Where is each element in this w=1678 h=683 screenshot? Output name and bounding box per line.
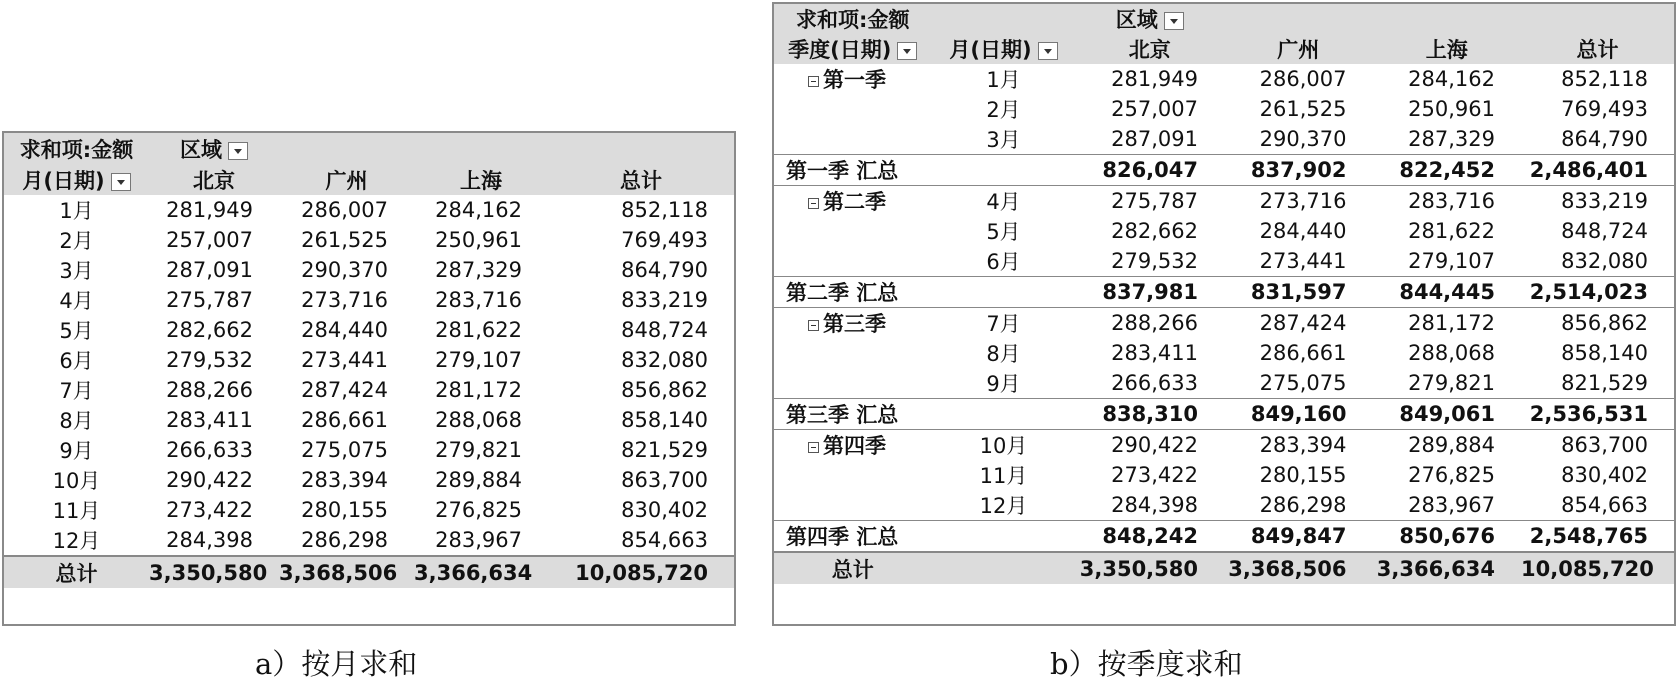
value-cell: 283,716 xyxy=(1408,189,1495,213)
value-cell: 273,441 xyxy=(1259,249,1347,273)
value-cell: 266,633 xyxy=(1111,371,1198,395)
subtotal-cell: 2,514,023 xyxy=(1521,277,1674,308)
value-cell: 286,007 xyxy=(301,198,388,222)
row-label-month: 3月 xyxy=(986,128,1021,152)
table-row xyxy=(774,460,1674,490)
value-cell: 832,080 xyxy=(1561,249,1648,273)
table-row xyxy=(774,338,1674,368)
col-header-shanghai: 上海 xyxy=(1373,34,1522,64)
value-cell: 848,724 xyxy=(1561,219,1648,243)
value-cell: 279,821 xyxy=(1408,371,1495,395)
quarter-label: 第二季 xyxy=(823,190,886,214)
row-label-month: 12月 xyxy=(52,529,101,553)
value-cell: 257,007 xyxy=(1111,97,1198,121)
table-row xyxy=(774,94,1674,124)
subtotal-label: 第四季 汇总 xyxy=(774,521,932,553)
value-cell: 290,370 xyxy=(1259,127,1347,151)
value-cell: 281,622 xyxy=(1408,219,1495,243)
empty-cell xyxy=(932,155,1076,186)
table-row xyxy=(4,255,734,285)
row-label-month: 11月 xyxy=(52,499,101,523)
row-label-month: 4月 xyxy=(986,190,1021,214)
region-field-cell xyxy=(1076,4,1225,34)
value-cell: 283,411 xyxy=(166,408,253,432)
pivot-grid-monthly xyxy=(4,133,734,588)
value-cell: 257,007 xyxy=(166,228,253,252)
quarter-label: 第三季 xyxy=(823,312,886,336)
month-filter-dropdown-icon[interactable] xyxy=(1038,42,1058,60)
table-row xyxy=(4,285,734,315)
value-cell: 864,790 xyxy=(621,258,708,282)
sum-field-label: 求和项:金额 xyxy=(4,133,149,164)
caption-b: b）按季度求和 xyxy=(1050,647,1243,681)
row-label-month: 2月 xyxy=(59,229,94,253)
row-label-month: 1月 xyxy=(986,68,1021,92)
value-cell: 283,411 xyxy=(1111,341,1198,365)
quarter-group-cell xyxy=(774,64,932,94)
value-cell: 279,532 xyxy=(1111,249,1198,273)
value-cell: 284,162 xyxy=(435,198,522,222)
value-cell: 280,155 xyxy=(301,498,388,522)
subtotal-cell: 838,310 xyxy=(1076,399,1225,430)
value-cell: 856,862 xyxy=(1561,311,1648,335)
value-cell: 856,862 xyxy=(621,378,708,402)
value-cell: 858,140 xyxy=(621,408,708,432)
header-row-1 xyxy=(774,4,1674,34)
empty-cell xyxy=(774,460,932,490)
grand-total-cell: 10,085,720 xyxy=(548,556,734,588)
value-cell: 281,172 xyxy=(1408,311,1495,335)
value-cell: 281,172 xyxy=(435,378,522,402)
month-field-cell xyxy=(932,34,1076,64)
empty-cell xyxy=(774,368,932,399)
table-row xyxy=(774,216,1674,246)
subtotal-cell: 2,548,765 xyxy=(1521,521,1674,553)
subtotal-row xyxy=(774,155,1674,186)
pivot-table-quarterly xyxy=(772,2,1676,626)
value-cell: 288,266 xyxy=(1111,311,1198,335)
table-row xyxy=(4,495,734,525)
header-row-1 xyxy=(4,133,734,164)
row-label-month: 5月 xyxy=(986,220,1021,244)
value-cell: 854,663 xyxy=(1561,493,1648,517)
grand-total-label: 总计 xyxy=(774,552,932,584)
table-row xyxy=(774,64,1674,94)
subtotal-cell: 822,452 xyxy=(1373,155,1522,186)
value-cell: 279,821 xyxy=(435,438,522,462)
value-cell: 273,716 xyxy=(1259,189,1347,213)
empty-cell xyxy=(774,94,932,124)
table-row xyxy=(4,435,734,465)
value-cell: 284,398 xyxy=(166,528,253,552)
subtotal-cell: 2,536,531 xyxy=(1521,399,1674,430)
col-header-guangzhou: 广州 xyxy=(279,164,414,195)
value-cell: 276,825 xyxy=(435,498,522,522)
month-field-label: 月(日期) xyxy=(949,38,1032,62)
quarter-group-cell xyxy=(774,186,932,217)
subtotal-cell: 849,160 xyxy=(1224,399,1373,430)
empty-cell xyxy=(774,124,932,155)
value-cell: 287,091 xyxy=(1111,127,1198,151)
value-cell: 275,787 xyxy=(166,288,253,312)
value-cell: 283,716 xyxy=(435,288,522,312)
value-cell: 280,155 xyxy=(1259,463,1347,487)
empty-cell xyxy=(774,246,932,277)
value-cell: 261,525 xyxy=(1259,97,1347,121)
value-cell: 848,724 xyxy=(621,318,708,342)
table-row xyxy=(4,525,734,556)
subtotal-cell: 844,445 xyxy=(1373,277,1522,308)
value-cell: 284,440 xyxy=(1259,219,1347,243)
table-row xyxy=(4,345,734,375)
empty-cell xyxy=(932,521,1076,553)
row-label-month: 10月 xyxy=(52,469,101,493)
value-cell: 287,424 xyxy=(1259,311,1347,335)
sum-field-label: 求和项:金额 xyxy=(774,4,932,34)
col-header-beijing: 北京 xyxy=(1076,34,1225,64)
value-cell: 283,967 xyxy=(435,528,522,552)
collapse-minus-icon[interactable] xyxy=(808,442,819,453)
value-cell: 284,162 xyxy=(1408,67,1495,91)
table-row xyxy=(4,195,734,225)
quarter-label: 第四季 xyxy=(823,434,886,458)
value-cell: 250,961 xyxy=(1408,97,1495,121)
table-row xyxy=(774,246,1674,277)
value-cell: 281,949 xyxy=(1111,67,1198,91)
subtotal-label: 第二季 汇总 xyxy=(774,277,932,308)
value-cell: 854,663 xyxy=(621,528,708,552)
value-cell: 286,007 xyxy=(1259,67,1347,91)
col-header-beijing: 北京 xyxy=(149,164,279,195)
row-label-month: 8月 xyxy=(986,342,1021,366)
row-label-month: 12月 xyxy=(979,494,1028,518)
quarter-group-cell xyxy=(774,430,932,461)
row-label-month: 9月 xyxy=(986,372,1021,396)
month-field-label: 月(日期) xyxy=(22,168,105,193)
value-cell: 864,790 xyxy=(1561,127,1648,151)
value-cell: 286,298 xyxy=(1259,493,1347,517)
value-cell: 287,329 xyxy=(1408,127,1495,151)
value-cell: 288,068 xyxy=(1408,341,1495,365)
month-field-cell xyxy=(4,164,149,195)
value-cell: 830,402 xyxy=(621,498,708,522)
subtotal-row xyxy=(774,399,1674,430)
value-cell: 286,661 xyxy=(1259,341,1347,365)
grand-total-cell: 3,366,634 xyxy=(414,556,548,588)
table-row xyxy=(774,308,1674,339)
value-cell: 279,107 xyxy=(1408,249,1495,273)
empty-cell xyxy=(932,552,1076,584)
subtotal-cell: 850,676 xyxy=(1373,521,1522,553)
grand-total-cell: 3,366,634 xyxy=(1373,552,1522,584)
month-filter-dropdown-icon[interactable] xyxy=(111,173,131,191)
empty-cell xyxy=(774,338,932,368)
grand-total-label: 总计 xyxy=(4,556,149,588)
row-label-month: 10月 xyxy=(979,434,1028,458)
row-label-month: 6月 xyxy=(986,250,1021,274)
subtotal-cell: 826,047 xyxy=(1076,155,1225,186)
value-cell: 266,633 xyxy=(166,438,253,462)
value-cell: 275,787 xyxy=(1111,189,1198,213)
value-cell: 830,402 xyxy=(1561,463,1648,487)
value-cell: 769,493 xyxy=(1561,97,1648,121)
table-row xyxy=(4,405,734,435)
grand-total-row xyxy=(774,552,1674,584)
value-cell: 832,080 xyxy=(621,348,708,372)
value-cell: 281,622 xyxy=(435,318,522,342)
subtotal-cell: 849,061 xyxy=(1373,399,1522,430)
table-row xyxy=(774,124,1674,155)
value-cell: 250,961 xyxy=(435,228,522,252)
value-cell: 273,422 xyxy=(1111,463,1198,487)
value-cell: 821,529 xyxy=(621,438,708,462)
collapse-minus-icon[interactable] xyxy=(808,76,819,87)
row-label-month: 7月 xyxy=(986,312,1021,336)
subtotal-cell: 831,597 xyxy=(1224,277,1373,308)
grand-total-cell: 10,085,720 xyxy=(1521,552,1674,584)
row-label-month: 11月 xyxy=(979,464,1028,488)
row-label-month: 3月 xyxy=(59,259,94,283)
col-header-guangzhou: 广州 xyxy=(1224,34,1373,64)
header-row-2 xyxy=(4,164,734,195)
region-field-label: 区域 xyxy=(180,137,222,162)
collapse-minus-icon[interactable] xyxy=(808,198,819,209)
caption-a: a）按月求和 xyxy=(255,647,418,681)
value-cell: 287,424 xyxy=(301,378,388,402)
table-row xyxy=(4,225,734,255)
table-row xyxy=(774,490,1674,521)
row-label-month: 5月 xyxy=(59,319,94,343)
table-row xyxy=(4,465,734,495)
table-row xyxy=(4,375,734,405)
region-field-cell xyxy=(149,133,279,164)
row-label-month: 6月 xyxy=(59,349,94,373)
col-header-total: 总计 xyxy=(1521,34,1674,64)
col-header-total: 总计 xyxy=(548,164,734,195)
grand-total-cell: 3,368,506 xyxy=(1224,552,1373,584)
value-cell: 852,118 xyxy=(621,198,708,222)
value-cell: 858,140 xyxy=(1561,341,1648,365)
row-label-month: 9月 xyxy=(59,439,94,463)
value-cell: 284,440 xyxy=(301,318,388,342)
value-cell: 282,662 xyxy=(1111,219,1198,243)
subtotal-cell: 848,242 xyxy=(1076,521,1225,553)
value-cell: 290,422 xyxy=(166,468,253,492)
value-cell: 287,329 xyxy=(435,258,522,282)
value-cell: 290,370 xyxy=(301,258,388,282)
value-cell: 289,884 xyxy=(435,468,522,492)
value-cell: 279,107 xyxy=(435,348,522,372)
header-row-2 xyxy=(774,34,1674,64)
subtotal-cell: 2,486,401 xyxy=(1521,155,1674,186)
value-cell: 281,949 xyxy=(166,198,253,222)
empty-cell xyxy=(774,216,932,246)
value-cell: 288,266 xyxy=(166,378,253,402)
table-row xyxy=(774,186,1674,217)
quarter-field-cell xyxy=(774,34,932,64)
value-cell: 273,716 xyxy=(301,288,388,312)
table-row xyxy=(774,368,1674,399)
value-cell: 275,075 xyxy=(1259,371,1347,395)
value-cell: 863,700 xyxy=(621,468,708,492)
value-cell: 283,394 xyxy=(1259,433,1347,457)
grand-total-cell: 3,368,506 xyxy=(279,556,414,588)
value-cell: 273,441 xyxy=(301,348,388,372)
pivot-grid-quarterly xyxy=(774,4,1674,584)
quarter-group-cell xyxy=(774,308,932,339)
value-cell: 287,091 xyxy=(166,258,253,282)
row-label-month: 1月 xyxy=(59,199,94,223)
value-cell: 273,422 xyxy=(166,498,253,522)
value-cell: 282,662 xyxy=(166,318,253,342)
value-cell: 283,967 xyxy=(1408,493,1495,517)
row-label-month: 7月 xyxy=(59,379,94,403)
row-label-month: 8月 xyxy=(59,409,94,433)
value-cell: 261,525 xyxy=(301,228,388,252)
value-cell: 833,219 xyxy=(621,288,708,312)
value-cell: 769,493 xyxy=(621,228,708,252)
value-cell: 286,298 xyxy=(301,528,388,552)
row-label-month: 4月 xyxy=(59,289,94,313)
empty-cell xyxy=(932,277,1076,308)
value-cell: 863,700 xyxy=(1561,433,1648,457)
subtotal-cell: 837,902 xyxy=(1224,155,1373,186)
value-cell: 821,529 xyxy=(1561,371,1648,395)
quarter-field-label: 季度(日期) xyxy=(788,38,892,62)
col-header-shanghai: 上海 xyxy=(414,164,548,195)
value-cell: 290,422 xyxy=(1111,433,1198,457)
subtotal-row xyxy=(774,277,1674,308)
grand-total-row xyxy=(4,556,734,588)
grand-total-cell: 3,350,580 xyxy=(149,556,279,588)
row-label-month: 2月 xyxy=(986,98,1021,122)
value-cell: 279,532 xyxy=(166,348,253,372)
grand-total-cell: 3,350,580 xyxy=(1076,552,1225,584)
value-cell: 833,219 xyxy=(1561,189,1648,213)
subtotal-label: 第一季 汇总 xyxy=(774,155,932,186)
subtotal-cell: 837,981 xyxy=(1076,277,1225,308)
value-cell: 289,884 xyxy=(1408,433,1495,457)
value-cell: 286,661 xyxy=(301,408,388,432)
value-cell: 284,398 xyxy=(1111,493,1198,517)
pivot-table-monthly xyxy=(2,131,736,626)
subtotal-cell: 849,847 xyxy=(1224,521,1373,553)
value-cell: 276,825 xyxy=(1408,463,1495,487)
table-row xyxy=(774,430,1674,461)
empty-cell xyxy=(932,399,1076,430)
quarter-filter-dropdown-icon[interactable] xyxy=(897,42,917,60)
region-filter-dropdown-icon[interactable] xyxy=(228,142,248,160)
region-filter-dropdown-icon[interactable] xyxy=(1164,12,1184,30)
region-field-label: 区域 xyxy=(1115,8,1158,32)
subtotal-label: 第三季 汇总 xyxy=(774,399,932,430)
value-cell: 283,394 xyxy=(301,468,388,492)
subtotal-row xyxy=(774,521,1674,553)
quarter-label: 第一季 xyxy=(823,68,886,92)
value-cell: 275,075 xyxy=(301,438,388,462)
collapse-minus-icon[interactable] xyxy=(808,320,819,331)
value-cell: 852,118 xyxy=(1561,67,1648,91)
table-row xyxy=(4,315,734,345)
empty-cell xyxy=(774,490,932,521)
value-cell: 288,068 xyxy=(435,408,522,432)
